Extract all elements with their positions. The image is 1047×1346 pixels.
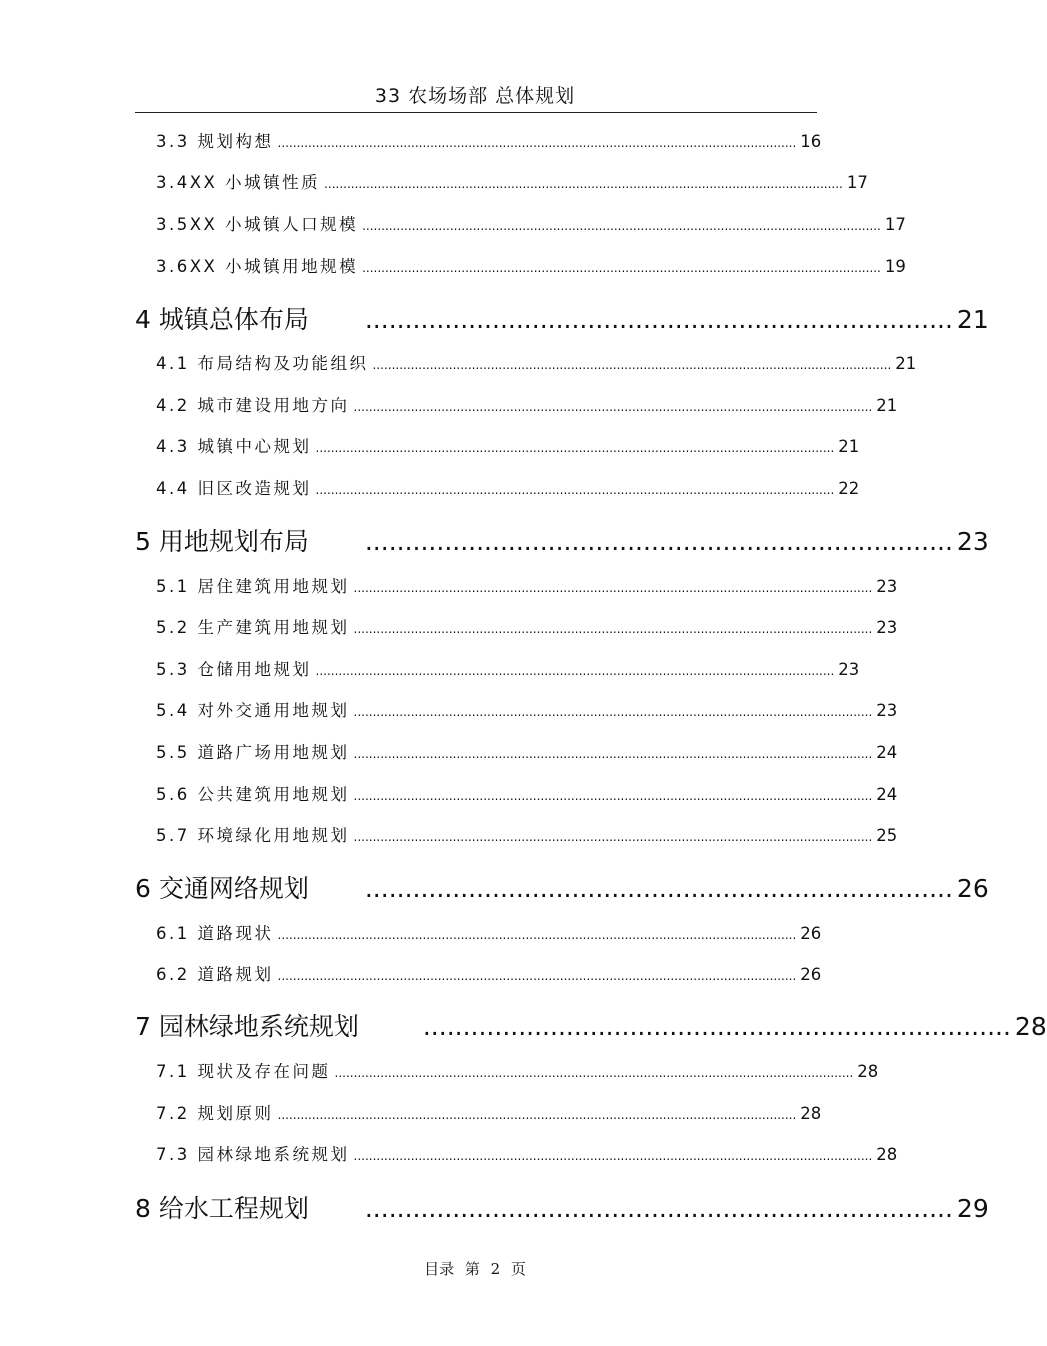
header-divider [135,112,817,113]
toc-entry-page: 26 [800,924,822,943]
toc-entry[interactable] [156,658,860,682]
toc-entry-page: 22 [838,479,860,498]
page-footer: 目录 第 2 页 [424,1260,526,1278]
toc-leader-dots: .......................................................................... [422,1012,1011,1041]
toc-chapter-title: 7 园林绿地系统规划 [135,1012,359,1041]
toc-entry-title: 6.1 道路现状 [156,924,274,943]
toc-leader-dots: ........................................................................................................................................ [353,830,873,844]
toc-entry-page: 28 [800,1104,822,1123]
toc-entry-title: 7.1 现状及存在问题 [156,1062,331,1081]
toc-entry-page: 26 [800,965,822,984]
toc-leader-dots: ........................................................................................................................................ [353,400,873,414]
toc-entry[interactable] [156,616,898,640]
toc-entry[interactable] [156,699,898,723]
toc-entry-title: 6.2 道路规划 [156,965,274,984]
toc-leader-dots: ........................................................................................................................................ [277,136,797,150]
toc-entry-title: 3.4XX 小城镇性质 [156,173,321,192]
toc-entry-title: 5.4 对外交通用地规划 [156,701,350,720]
toc-entry-page: 24 [876,743,898,762]
toc-chapter[interactable] [135,1192,989,1226]
toc-leader-dots: ........................................................................................................................................ [277,928,797,942]
toc-entry-title: 7.3 园林绿地系统规划 [156,1145,350,1164]
toc-chapter[interactable] [135,1010,1047,1044]
toc-leader-dots: .......................................................................... [364,527,953,556]
toc-entry-title: 4.3 城镇中心规划 [156,437,312,456]
toc-chapter-title: 8 给水工程规划 [135,1194,309,1223]
toc-entry[interactable] [156,1143,898,1167]
toc-chapter-title: 6 交通网络规划 [135,874,309,903]
toc-chapter[interactable] [135,303,989,337]
toc-entry-title: 4.4 旧区改造规划 [156,479,312,498]
toc-entry[interactable] [156,255,906,279]
toc-entry-title: 5.5 道路广场用地规划 [156,743,350,762]
toc-entry[interactable] [156,352,917,376]
toc-leader-dots: ........................................................................................................................................ [372,358,892,372]
toc-leader-dots: ........................................................................................................................................ [353,1149,873,1163]
toc-leader-dots: ........................................................................................................................................ [362,261,881,275]
toc-entry[interactable] [156,435,860,459]
toc-leader-dots: .......................................................................... [364,305,953,334]
toc-leader-dots: ........................................................................................................................................ [353,581,873,595]
toc-leader-dots: ........................................................................................................................................ [315,441,835,455]
toc-entry-page: 28 [857,1062,879,1081]
toc-entry-page: 23 [876,577,898,596]
toc-entry-page: 16 [800,132,822,151]
toc-leader-dots: ........................................................................................................................................ [353,705,873,719]
toc-leader-dots: ........................................................................................................................................ [362,219,881,233]
toc-entry[interactable] [156,963,822,987]
toc-entry-page: 23 [876,701,898,720]
toc-chapter-page: 29 [956,1194,989,1223]
toc-entry-page: 25 [876,826,898,845]
toc-entry-page: 24 [876,785,898,804]
toc-entry-page: 21 [838,437,860,456]
toc-entry-page: 17 [884,215,906,234]
toc-entry-title: 5.2 生产建筑用地规划 [156,618,350,637]
toc-entry[interactable] [156,171,868,195]
toc-chapter-title: 4 城镇总体布局 [135,305,309,334]
toc-entry[interactable] [156,824,898,848]
toc-entry[interactable] [156,922,822,946]
toc-leader-dots: ........................................................................................................................................ [353,622,873,636]
toc-entry[interactable] [156,783,898,807]
toc-entry-title: 7.2 规划原则 [156,1104,274,1123]
toc-chapter-page: 26 [956,874,989,903]
toc-entry-page: 28 [876,1145,898,1164]
toc-entry[interactable] [156,394,898,418]
toc-entry[interactable] [156,1102,822,1126]
toc-entry-page: 21 [895,354,917,373]
toc-leader-dots: ........................................................................................................................................ [277,1108,797,1122]
page-header-title: 33 农场场部 总体规划 [374,85,576,107]
toc-entry-title: 4.2 城市建设用地方向 [156,396,350,415]
toc-entry[interactable] [156,130,822,154]
toc-chapter[interactable] [135,525,989,559]
toc-chapter[interactable] [135,872,989,906]
toc-entry-title: 5.1 居住建筑用地规划 [156,577,350,596]
toc-entry[interactable] [156,741,898,765]
toc-entry-title: 5.6 公共建筑用地规划 [156,785,350,804]
toc-leader-dots: ........................................................................................................................................ [277,969,797,983]
toc-entry-page: 23 [876,618,898,637]
toc-entry[interactable] [156,1060,879,1084]
toc-chapter-page: 21 [956,305,989,334]
toc-leader-dots: ........................................................................................................................................ [315,483,835,497]
toc-chapter-title: 5 用地规划布局 [135,527,309,556]
toc-leader-dots: ........................................................................................................................................ [334,1066,854,1080]
toc-leader-dots: .......................................................................... [364,1194,953,1223]
toc-entry-title: 3.6XX 小城镇用地规模 [156,257,359,276]
toc-chapter-page: 28 [1014,1012,1047,1041]
toc-entry-page: 19 [884,257,906,276]
toc-leader-dots: ........................................................................................................................................ [353,789,873,803]
toc-entry-title: 3.5XX 小城镇人口规模 [156,215,359,234]
toc-leader-dots: .......................................................................... [364,874,953,903]
toc-leader-dots: ........................................................................................................................................ [315,664,835,678]
toc-chapter-page: 23 [956,527,989,556]
toc-entry-title: 5.3 仓储用地规划 [156,660,312,679]
toc-entry-page: 23 [838,660,860,679]
toc-entry[interactable] [156,213,906,237]
toc-entry-title: 3.3 规划构想 [156,132,274,151]
toc-entry[interactable] [156,477,860,501]
toc-entry-title: 4.1 布局结构及功能组织 [156,354,369,373]
toc-leader-dots: ........................................................................................................................................ [324,177,843,191]
toc-entry-page: 17 [846,173,868,192]
toc-entry-page: 21 [876,396,898,415]
toc-leader-dots: ........................................................................................................................................ [353,747,873,761]
toc-entry-title: 5.7 环境绿化用地规划 [156,826,350,845]
toc-entry[interactable] [156,575,898,599]
